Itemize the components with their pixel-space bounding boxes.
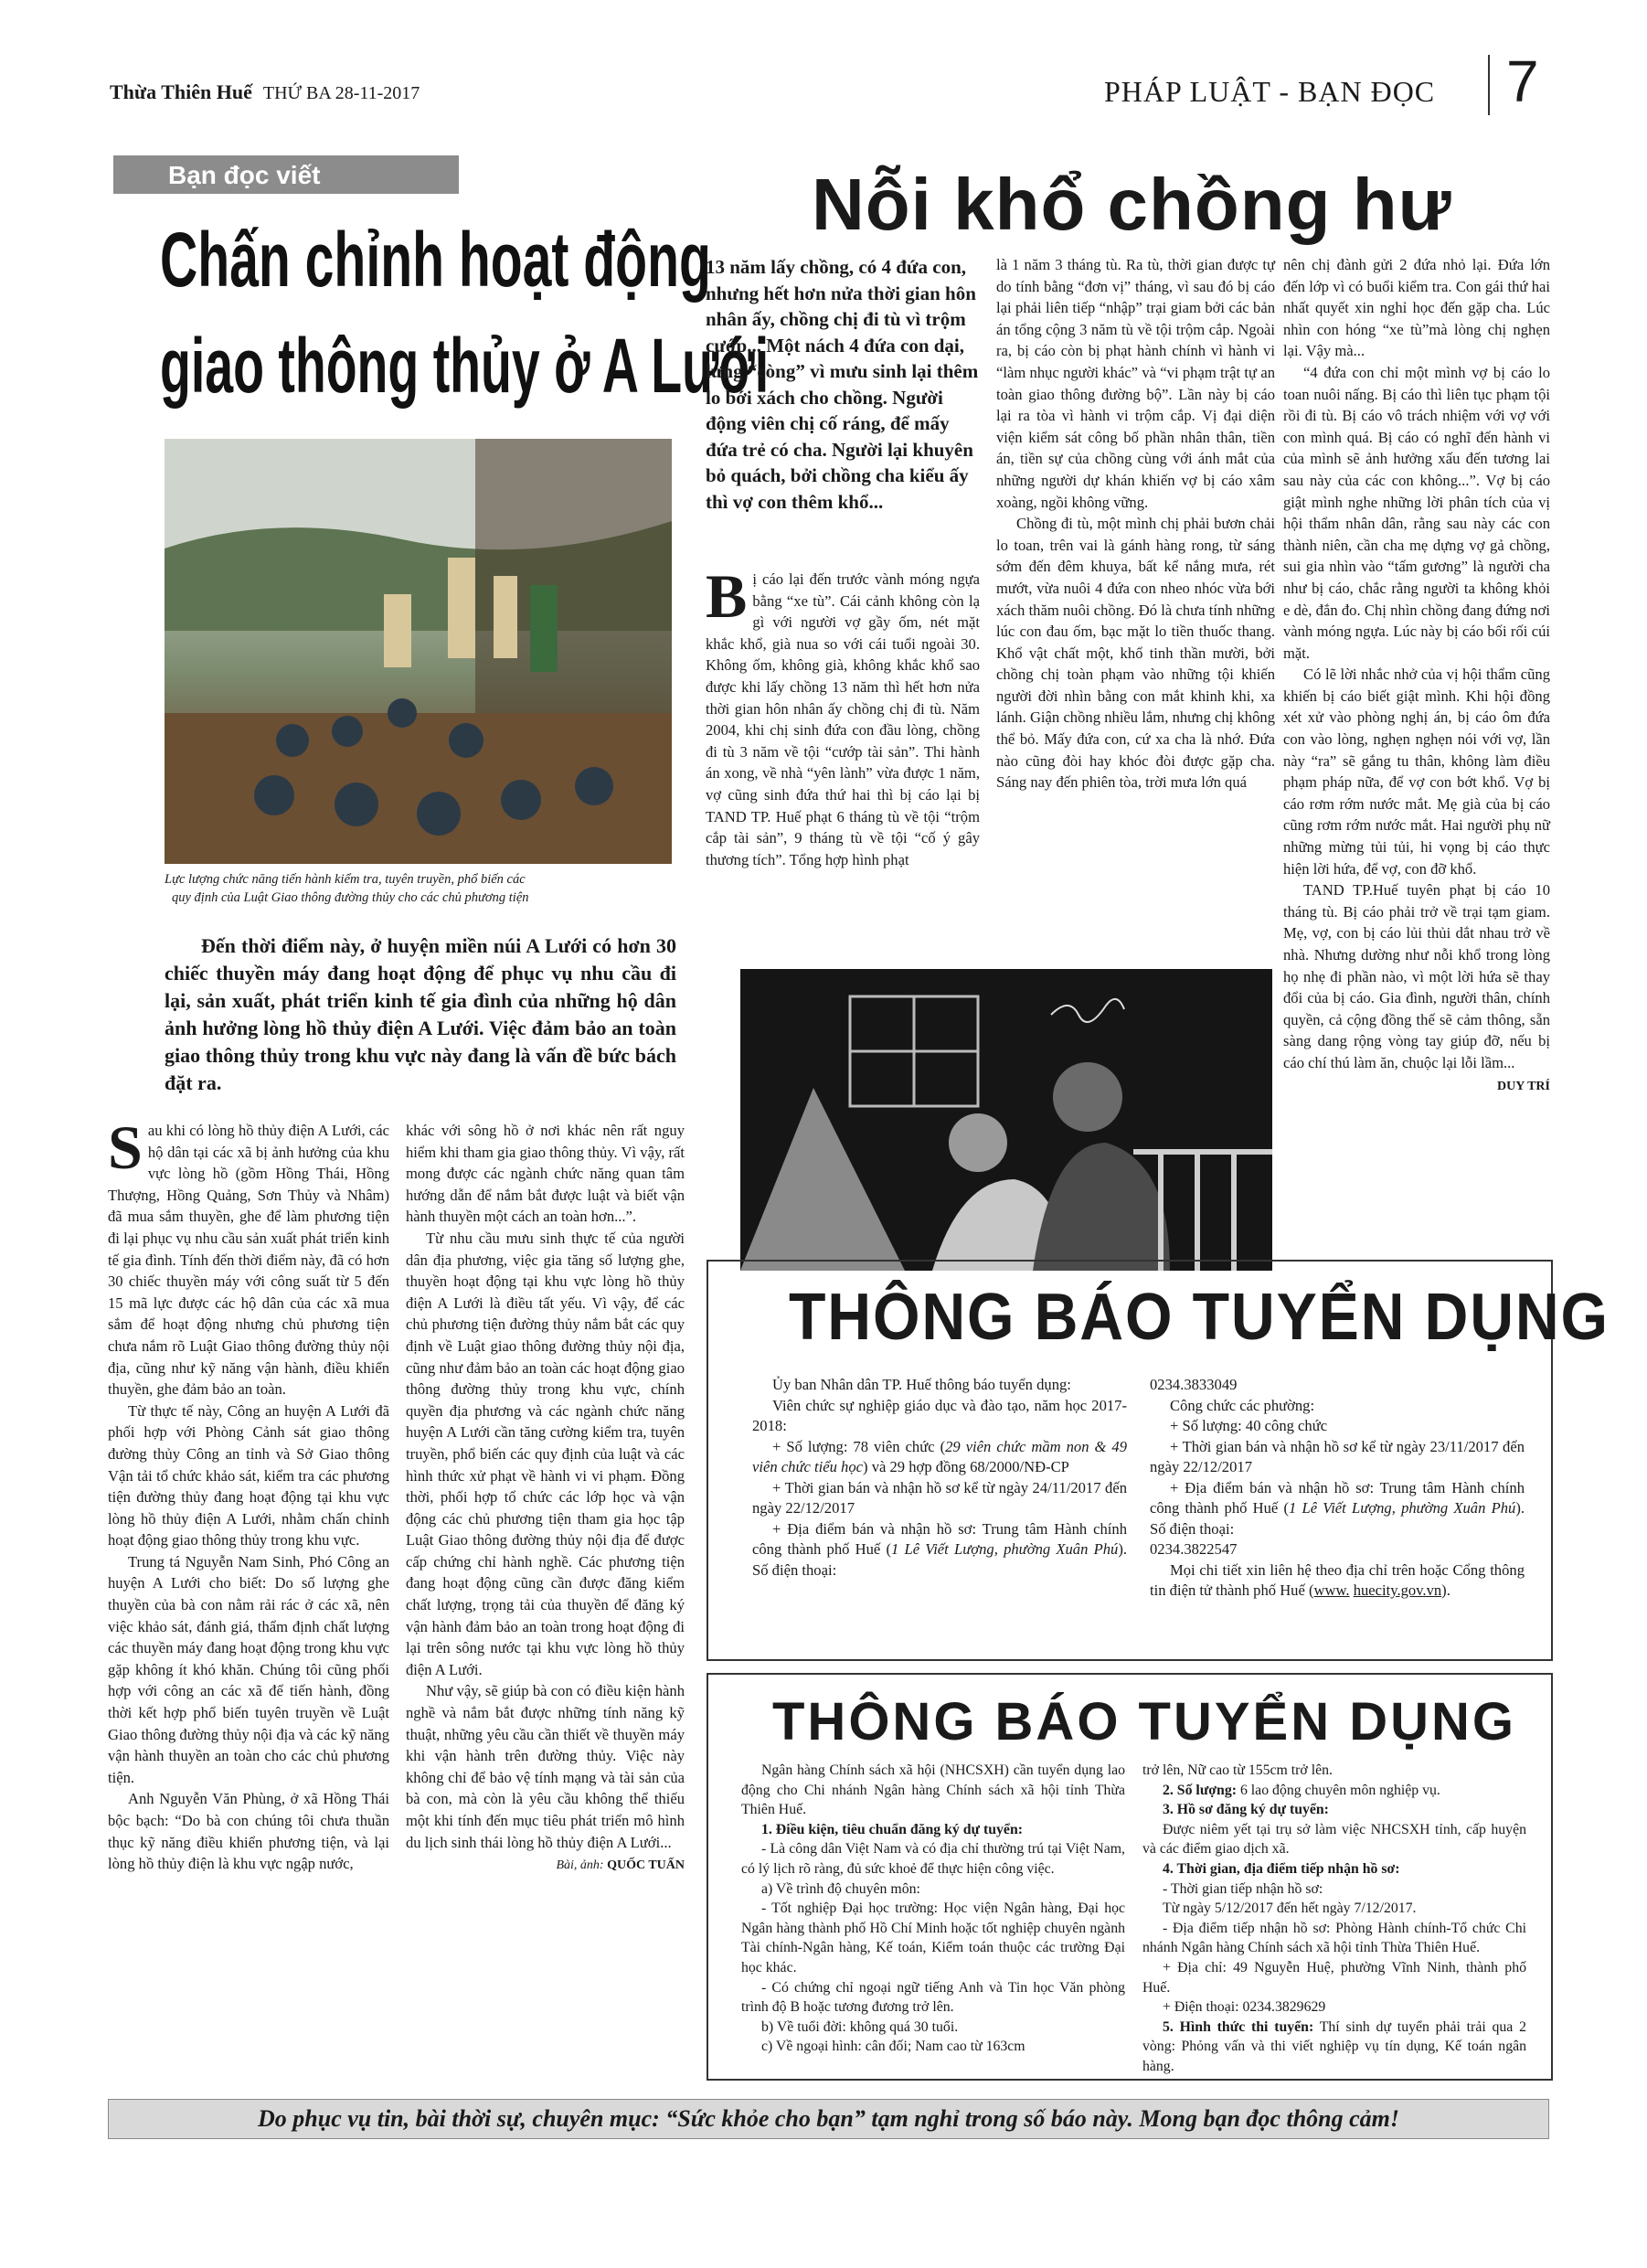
notice1-col2-p4b: 1 Lê Viết Lượng, phường Xuân Phú	[1289, 1499, 1516, 1517]
footer-notice: Do phục vụ tin, bài thời sự, chuyên mục: “Sức khỏe cho bạn” tạm nghỉ trong số báo này. Mong bạn đọc thông cảm!	[108, 2099, 1549, 2139]
left-col1-p1: au khi có lòng hồ thủy điện A Lưới, các hộ dân tại các xã bị ảnh hưởng của khu vực lòng hồ (gồm Hồng Thái, Hồng Thượng, Hồng Quảng, Sơn Thủy và Nhâm) đã mua sắm thuyền, ghe để làm phương tiện đi lại phục vụ nhu cầu sản xuất phát triển kinh tế gia đình. Tính đến thời điểm này, đã có hơn 30 chiếc thuyền máy với công suất từ 5 đến 15 mã lực được các hộ dân của các xã mua sắm để hoạt động nhưng chủ phương tiện chưa nắm rõ Luật Giao thông đường thủy nội địa, cũng như kỹ năng vận hành, điều khiển thuyền, ghe đảm bảo an toàn.	[108, 1122, 389, 1399]
notice2-s1-b: a) Về trình độ chuyên môn:	[761, 1880, 920, 1897]
notice2-s4-d: + Địa chỉ: 49 Nguyễn Huệ, phường Vĩnh Ninh, thành phố Huế.	[1142, 1959, 1526, 1996]
notice1-col2-p2: + Số lượng: 40 công chức	[1170, 1417, 1328, 1434]
notice2-s1-a: - Là công dân Việt Nam và có địa chỉ thường trú tại Việt Nam, có lý lịch rõ ràng, đủ sức khoẻ để thực hiện công việc.	[741, 1841, 1125, 1877]
left-body-col1	[108, 1113, 389, 1875]
photo-caption-line2: quy định của Luật Giao thông đường thủy cho các chủ phương tiện	[172, 890, 529, 905]
left-body-col2	[406, 1120, 685, 1877]
right-col3-p1: nên chị đành gửi 2 đứa nhỏ lại. Đứa lớn đến lớp vì có buổi kiểm tra. Con gái thứ hai nhất quyết xin nghỉ học đến gặp cha. Lúc nhìn con hóng “xe tù”mà lòng chị nghẹn lại. Vậy mà...	[1283, 256, 1550, 360]
recruitment-notice-1	[707, 1260, 1610, 1661]
notice1-col1-p3c: ) và 29 hợp đồng 68/2000/NĐ-CP	[863, 1458, 1069, 1475]
notice2-s4-b: Từ ngày 5/12/2017 đến hết ngày 7/12/2017.	[1163, 1901, 1417, 1917]
photo-caption-line1: Lực lượng chức năng tiến hành kiểm tra, tuyên truyền, phổ biến các	[165, 872, 526, 887]
notice2-s4-a: - Thời gian tiếp nhận hồ sơ:	[1163, 1880, 1323, 1897]
left-col1-p4: Anh Nguyễn Văn Phùng, ở xã Hồng Thái bộc bạch: “Do bà con chúng tôi chưa thuần thục kỹ năng điều khiển phương tiện, và lại lòng hồ thủy điện là khu vực ngập nước,	[108, 1790, 389, 1873]
notice2-s3-text: Được niêm yết tại trụ sở làm việc NHCSXH tỉnh, cấp huyện và các điểm giao dịch xã.	[1142, 1821, 1526, 1858]
issue-date: THỨ BA 28-11-2017	[262, 83, 420, 103]
notice1-col2-p5c: ).	[1441, 1581, 1450, 1599]
left-col1-p2: Từ thực tế này, Công an huyện A Lưới đã phối hợp với Phòng Cảnh sát giao thông đường thủy Công an tỉnh và Sở Giao thông Vận tải tổ chức khảo sát, kiểm tra các phương tiện đường thủy đang hoạt động tại khu vực lòng hồ thủy điện A Lưới, nhằm chấn chỉnh hoạt động giao thông thủy trong khu vực.	[108, 1401, 389, 1549]
right-col3-p2: “4 đứa con chỉ một mình vợ bị cáo lo toan nuôi nấng. Bị cáo thì liên tục phạm tội rồi đi tù. Bị cáo vô trách nhiệm với vợ với con mình quá. Bị cáo có nghĩ đến hành vi của mình sẽ ảnh hưởng xấu đến tương lai sau này của các con không...”. Vợ bị cáo giật mình nghe những lời phân tích của vị hội thẩm nhân dân, rằng sau này các con thành niên, cần cha mẹ dựng vợ gả chồng, sui gia nhìn vào “tấm gương” là người cha như bị cáo, chắc rằng người ta không khỏi e dè, đắn đo. Chị nhìn chồng đang đứng nơi vành móng ngựa. Lúc này bị cáo bối rối cúi mặt.	[1283, 363, 1550, 662]
notice1-col1-p5b: 1 Lê Viết Lượng, phường Xuân Phú	[891, 1540, 1119, 1558]
notice2-col2	[1142, 1761, 1526, 2077]
photo-caption	[165, 870, 672, 907]
photo-illustration	[165, 439, 672, 864]
notice1-col2-p3: + Thời gian bán và nhận hồ sơ kể từ ngày 23/11/2017 đến ngày 22/12/2017	[1150, 1437, 1525, 1475]
notice2-s1-f: c) Về ngoại hình: cân đối; Nam cao từ 163cm	[761, 2039, 1025, 2055]
notice1-col1-p3a: + Số lượng: 78 viên chức (	[772, 1437, 946, 1455]
notice2-s1-d: - Có chứng chỉ ngoại ngữ tiếng Anh và Tin học Văn phòng trình độ B hoặc tương đương trở lên.	[741, 1979, 1125, 2016]
notice2-s3-title: 3. Hồ sơ đăng ký dự tuyển:	[1163, 1802, 1329, 1818]
notice1-col2-p4a: + Địa điểm bán và nhận hồ sơ: Trung tâm Hành chính công thành phố Huế (	[1150, 1478, 1525, 1517]
notice1-col1-p5a: + Địa điểm bán và nhận hồ sơ: Trung tâm Hành chính công thành phố Huế (	[752, 1519, 1127, 1558]
article-illustration	[740, 969, 1272, 1271]
right-col3-p3: Có lẽ lời nhắc nhở của vị hội thẩm cũng khiến bị cáo biết giật mình. Khi hội đồng xét xử vào phòng nghị án, bị cáo ôm đứa con vào lòng, nghẹn nghẹn nói với vợ, lần này “ra” sẽ gắng tu thân, không làm điều phạm pháp nữa, để vợ con bớt khổ. Vợ bị cáo rơm rớm nước mắt. Mẹ già của bị cáo cũng rơm rớm nước mắt. Hai người phụ nữ những mừng tủi tủi, hi vọng bị cáo thực hiện lời hứa, để vợ, con đỡ khổ.	[1283, 665, 1550, 878]
right-byline: DUY TRÍ	[1497, 1079, 1550, 1093]
notice1-col2-p1: Công chức các phường:	[1170, 1396, 1315, 1414]
left-byline	[406, 1855, 685, 1877]
right-col3-p4: TAND TP.Huế tuyên phạt bị cáo 10 tháng tù. Bị cáo phải trở về trại tạm giam. Mẹ, vợ, con bị cáo lủi thủi dắt nhau trở về nhà. Nhưng dường như nỗi khổ trong lòng họ nhẹ đi phần nào, vì một lời hứa sẽ thay đổi của bị cáo. Gia đình, người thân, chính quyền, cả cộng đồng thế sẽ cảm thông, sẵn sàng dang rộng vòng tay giúp đỡ, nếu bị cáo chí thú làm ăn, chuộc lại lỗi lầm...	[1283, 881, 1550, 1071]
notice2-title: THÔNG BÁO TUYỂN DỤNG	[772, 1692, 1516, 1752]
left-col2-p3: Như vậy, sẽ giúp bà con có điều kiện hành nghề và nắm bắt được những tính năng kỹ thuật, những yêu cầu cần thiết về thuyền máy khi vận hành trên đường thủy. Việc này không chỉ để bảo vệ tính mạng và tài sản của bà con, mà còn là yêu cầu không thể thiếu một khi tính đến mục tiêu phát triển mô hình du lịch sinh thái lòng hồ thủy điện A Lưới...	[406, 1682, 685, 1851]
notice2-s2-text: 6 lao động chuyên môn nghiệp vụ.	[1237, 1782, 1440, 1798]
notice1-phone2: 0234.3822547	[1150, 1540, 1238, 1558]
masthead-divider	[1488, 55, 1490, 115]
recruitment-notice-2	[707, 1673, 1553, 2081]
right-headline: Nỗi khổ chồng hư	[812, 164, 1452, 245]
notice1-col1-p3b: 29 viên chức mầm non & 49 viên chức tiểu học	[752, 1437, 1127, 1475]
left-col2-p1: khác với sông hồ ở nơi khác nên rất nguy hiểm khi tham gia giao thông thủy. Vì vậy, rất mong được các ngành chức năng quan tâm hướng dẫn để nắm bắt được luật và biết vận hành thuyền một cách an toàn hơn...”.	[406, 1122, 685, 1226]
notice2-s4-title: 4. Thời gian, địa điểm tiếp nhận hồ sơ:	[1163, 1860, 1400, 1877]
right-col2-p2: Chồng đi tù, một mình chị phải bươn chải lo toan, trên vai là gánh hàng rong, từ sáng sớm đến đêm khuya, bất kể nắng mưa, rét mướt, vừa nuôi 4 đứa con nheo nhóc vừa bới xách thăm nuôi chồng. Đó là chưa tính những lúc con đau ốm, bạc mặt lo tiền thuốc thang. Khổ vật chất một, khổ tinh thần mười, bởi chồng chị toàn phạm vào những tội khiến người đời nhìn bằng con mắt khinh khi, xa lánh. Giận chồng nhiều lắm, nhưng chị không thể bỏ. Mấy đứa con, cứ xa cha là nhớ. Đứa nào cũng đòi hay khóc đòi được gặp cha. Sáng nay đến phiên tòa, trời mưa lớn quá	[996, 515, 1275, 792]
notice2-s5-text: Thí sinh dự tuyển phải trải qua 2 vòng: Phỏng vấn và thi viết nghiệp vụ tín dụng, Kế toán ngân hàng.	[1142, 2018, 1526, 2074]
notice2-s1-c: - Tốt nghiệp Đại học trường: Học viện Ngân hàng, Đại học Ngân hàng thành phố Hồ Chí Minh hoặc tốt nghiệp chuyên ngành Tài chính-Ngân hàng, Kế toán, Kiểm toán thuộc các trường Đại học khác.	[741, 1901, 1125, 1975]
left-col2-p2: Từ nhu cầu mưu sinh thực tế của người dân địa phương, việc gia tăng số lượng ghe, thuyền hoạt động tại khu vực lòng hồ thủy điện A Lưới là điều tất yếu. Vì vậy, để các chủ phương tiện đường thủy nắm bắt các quy định về Luật giao thông đường thủy nội địa, cũng như đảm bảo an toàn các hoạt động giao thông đường thủy trong khu vực, chính quyền địa phương và các ngành chức năng huyện A Lưới cần tăng cường kiểm tra, tuyên truyền, phổ biến các quy định của luật và các hình thức xử phạt về hành vi vi phạm. Đồng thời, phối hợp tổ chức các lớp học và vận động các chủ phương tiện tham gia học tập Luật Giao thông đường thủy nội địa để được cấp chứng chỉ hành nghề. Các phương tiện đang hoạt động cũng cần được đăng kiểm chất lượng, trọng tải của thuyền để đăng ký vận hành đảm bảo an toàn trong hoạt động đi lại trên sông nước tại khu vực lòng hồ thủy điện A Lưới.	[406, 1229, 685, 1678]
notice2-s4-c: - Địa điểm tiếp nhận hồ sơ: Phòng Hành chính-Tổ chức Chi nhánh Ngân hàng Chính sách xã hội tỉnh Thừa Thiên Huế.	[1142, 1920, 1526, 1956]
illustration-drawing	[740, 969, 1272, 1271]
notice2-col1	[741, 1761, 1125, 2057]
notice1-col1	[752, 1375, 1127, 1581]
right-body-col3	[1283, 254, 1550, 1097]
notice1-title: THÔNG BÁO TUYỂN DỤNG	[789, 1281, 1610, 1354]
page-number: 7	[1506, 48, 1539, 114]
left-lead: Đến thời điểm này, ở huyện miền núi A Lưới có hơn 30 chiếc thuyền máy đang hoạt động để phục vụ nhu cầu đi lại, sản xuất, phát triển kinh tế gia đình của những hộ dân ảnh hưởng lòng hồ thủy điện A Lưới. Việc đảm bảo an toàn giao thông thủy trong khu vực này đang là vấn đề bức bách đặt ra.	[165, 934, 676, 1094]
section-title: PHÁP LUẬT - BẠN ĐỌC	[1104, 75, 1436, 108]
notice1-col1-p4: + Thời gian bán và nhận hồ sơ kể từ ngày 24/11/2017 đến ngày 22/12/2017	[752, 1478, 1127, 1517]
notice2-intro: Ngân hàng Chính sách xã hội (NHCSXH) cần tuyển dụng lao động cho Chi nhánh Ngân hàng Chính sách xã hội tỉnh Thừa Thiên Huế.	[741, 1762, 1125, 1818]
right-lead: 13 năm lấy chồng, có 4 đứa con, nhưng hết hơn nửa thời gian hôn nhân ấy, chồng chị đi tù vì trộm cướp... Một nách 4 đứa con dại, lưng “còng” vì mưu sinh lại thêm lo bới xách cho chồng. Người động viên chị cố ráng, để mấy đứa trẻ có cha. Người lại khuyên bỏ quách, bởi chồng cha kiểu ấy thì vợ con thêm khổ...	[706, 256, 979, 513]
notice1-phone1: 0234.3833049	[1150, 1376, 1238, 1393]
left-headline-line2: giao thông thủy ở A Lưới	[160, 323, 770, 409]
notice2-s1-e: b) Về tuổi đời: không quá 30 tuổi.	[761, 2018, 959, 2035]
byline-author: QUỐC TUẤN	[607, 1858, 685, 1873]
right-col1-p1: ị cáo lại đến trước vành móng ngựa bằng “xe tù”. Cái cảnh không còn lạ gì với người vợ gầy ốm, nét mặt khắc khổ, già nua so với cái tuổi ngoài 30. Không ốm, không già, không khắc khổ sao được khi lấy chồng 13 năm thì hết hơn nửa thời gian hôn nhân ấy chồng chị đi tù. Năm 2004, khi chị sinh đứa con đầu lòng, chồng đi tù 3 năm về tội “cướp tài sản”. Thi hành án xong, về nhà “yên lành” vừa được 1 năm, vợ cũng sinh đứa thứ hai thì bị cáo lại bị TAND TP. Huế phạt 6 tháng tù về tội “trộm cắp tài sản”, 9 tháng tù về tội “cố ý gây thương tích”. Tổng hợp hình phạt	[706, 570, 980, 868]
article-photo	[165, 439, 672, 864]
left-col1-p3: Trung tá Nguyễn Nam Sinh, Phó Công an huyện A Lưới cho biết: Do số lượng ghe thuyền của bà con nằm rải rác ở các xã, nên việc khảo sát, đánh giá, thẩm định chất lượng các thuyền máy đang hoạt động trong khu vực gặp không ít khó khăn. Chúng tôi cũng phối hợp với công an các xã để tiến hành, đồng thời kết hợp phổ biến tuyên truyền về Luật Giao thông đường thủy nội địa và các kỹ năng vận hành thuyền an toàn cho các chủ phương tiện.	[108, 1552, 389, 1786]
notice1-col1-p1: Ủy ban Nhân dân TP. Huế thông báo tuyển dụng:	[772, 1376, 1071, 1393]
byline-prefix: Bài, ảnh:	[556, 1858, 604, 1873]
left-dropcap: S	[108, 1113, 143, 1182]
notice1-col1-p2: Viên chức sự nghiệp giáo dục và đào tạo, năm học 2017-2018:	[752, 1396, 1127, 1434]
notice1-link-part2[interactable]: huecity.gov.vn	[1353, 1581, 1442, 1599]
notice1-col2	[1150, 1375, 1525, 1602]
section-label: Bạn đọc viết	[113, 155, 459, 194]
right-body-col1	[706, 561, 980, 870]
paper-name: Thừa Thiên Huế	[110, 80, 252, 103]
right-col2-p1: là 1 năm 3 tháng tù. Ra tù, thời gian được tự do tính bằng “đơn vị” tháng, vì sau đó bị cáo lại phải liên tiếp “nhập” trại giam bởi các bản án tổng cộng 3 năm tù về tội trộm cắp. Ngoài ra, bị cáo còn bị phạt hành chính vì hành vi “làm nhục người khác” và “vi phạm trật tự an toàn giao thông đường bộ”. Lần này bị cáo lại ra tòa vì hành vi trộm cắp. Vị đại diện viện kiểm sát công bố phần nhân thân, tiền án, tiền sự của chồng cùng với ánh mắt của những người dự khán khiến vợ bị cáo xâm xoàng, ngồi không vững.	[996, 256, 1275, 511]
notice1-link-part1[interactable]: www.	[1313, 1581, 1350, 1599]
right-body-col2	[996, 254, 1275, 793]
notice2-s5-title: 5. Hình thức thi tuyển:	[1163, 2018, 1314, 2035]
notice2-s4-e: + Điện thoại: 0234.3829629	[1163, 1999, 1326, 2016]
right-dropcap: B	[706, 561, 748, 631]
notice1-col2-p4c: ). Số điện thoại:	[1150, 1499, 1525, 1538]
left-headline-line1: Chấn chỉnh hoạt động	[160, 217, 711, 303]
notice2-s2-title: 2. Số lượng:	[1163, 1782, 1237, 1798]
notice1-col1-p5c: ). Số điện thoại:	[752, 1540, 1128, 1579]
notice1-col2-p5a: Mọi chi tiết xin liên hệ theo địa chỉ trên hoặc Cổng thông tin điện tử thành phố Huế (	[1150, 1560, 1525, 1599]
notice2-s1-title: 1. Điều kiện, tiêu chuẩn đăng ký dự tuyển:	[761, 1821, 1023, 1837]
notice2-c2-a: trở lên, Nữ cao từ 155cm trở lên.	[1142, 1762, 1333, 1778]
